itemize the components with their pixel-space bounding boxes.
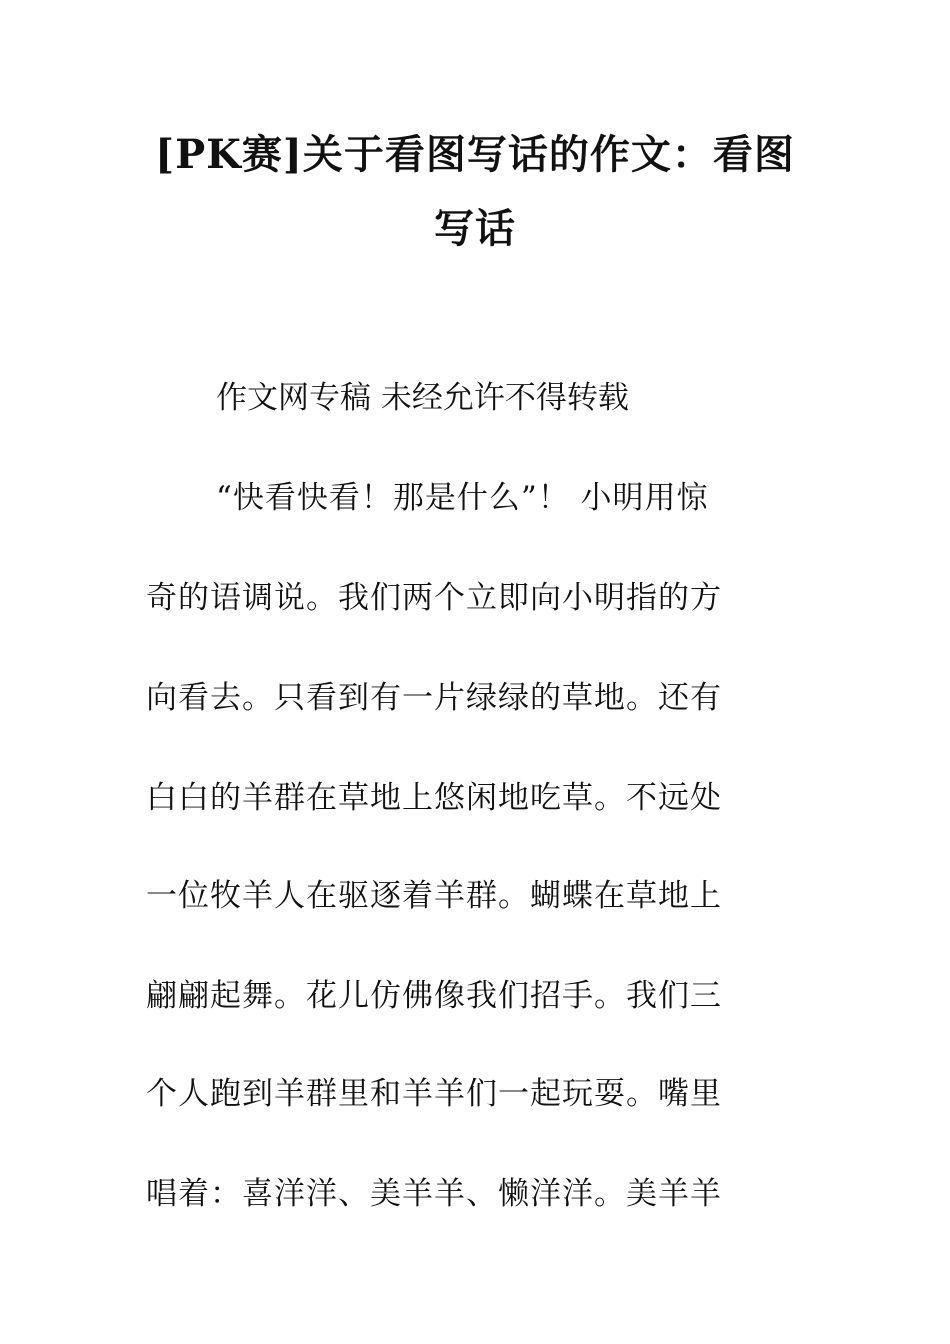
page-title: [PK赛]关于看图写话的作文：看图写话: [155, 131, 795, 252]
byline: 作文网专稿 未经允许不得转载: [216, 380, 629, 416]
body-line: 向看去。只看到有一片绿绿的草地。还有: [146, 680, 722, 716]
body-line: 唱着：喜洋洋、美羊羊、懒洋洋。美羊羊: [146, 1176, 722, 1212]
body-line: 白白的羊群在草地上悠闲地吃草。不远处: [146, 780, 722, 816]
body-line: 个人跑到羊群里和羊羊们一起玩耍。嘴里: [146, 1076, 722, 1112]
body-line: “快看快看！那是什么”！ 小明用惊: [216, 480, 709, 516]
body-line: 翩翩起舞。花儿仿佛像我们招手。我们三: [146, 978, 722, 1014]
body-line: 奇的语调说。我们两个立即向小明指的方: [146, 580, 722, 616]
body-line: 一位牧羊人在驱逐着羊群。蝴蝶在草地上: [146, 878, 722, 914]
